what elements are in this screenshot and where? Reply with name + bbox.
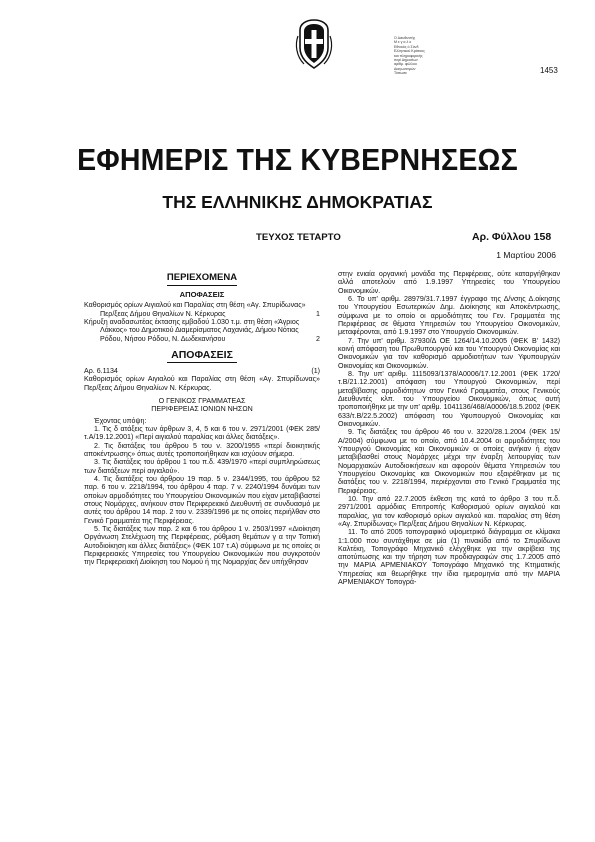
- issue-date: 1 Μαρτίου 2006: [496, 250, 556, 260]
- paragraph: 11. Το από 2005 τοπογραφικό υψομετρικό διάγραμμα σε κλίμακα 1:1.000 που συντάχθηκε σε μία (1) πινακίδα από το Σπυρίδωνα Καλτέκη, Τοπογράφο Μηχανικό ελέγχθηκε για την ακρίβεια της αποτύπωσης και την τήρηση των προδιαγραφών στις 1.7.2005 από την ΜΑΡΙΑ ΑΡΜΕΝΙΑΚΟΥ Τοπογράφο Μηχανικό της Κτηματικής Υπηρεσίας και θεωρήθηκε την ίδια ημερομηνία από την ΜΑΡΙΑ ΑΡΜΕΝΙΑΚΟΥ Τοπογρά-: [338, 528, 560, 587]
- decision-index: (1): [311, 366, 320, 375]
- authority-line-1: Ο ΓΕΝΙΚΟΣ ΓΡΑΜΜΑΤΕΑΣ: [158, 396, 246, 405]
- gazette-title: ΕΦΗΜΕΡΙΣ ΤΗΣ ΚΥΒΕΡΝΗΣΕΩΣ: [77, 142, 518, 177]
- paragraph: 2. Τις διατάξεις του άρθρου 5 του ν. 3200/1955 «περί διοικητικής αποκέντρωσης» όπως αυτές τροποποιήθηκαν και ισχύουν σήμερα.: [84, 441, 320, 458]
- decision-reference: [84, 367, 320, 375]
- page-number: 1453: [540, 66, 558, 75]
- paragraph: 6. Το υπ' αριθμ. 28979/31.7.1997 έγγραφο της Δ/νσης Δ.οίκησης του Υπουργείου Εσωτερικών Δημ. Διοίκησης και Αποκέντρωσης, σύμφωνα με το οποίο οι αρμοδιότητες του Γεν. Γραμματέα της Περιφέρειας σε θέματα Υπηρεσιών του Υπουργείου Οικονομικών, μεταφέρονται, από 1.9.1997 στο Υπουργείο Οικονομικών.: [338, 294, 560, 337]
- sheet-number: Αρ. Φύλλου 158: [472, 231, 552, 243]
- registry-stamp: Ο Διευθυντής Μ ε γ α λ ο Εθνικός ό Σύνδ Ελληνικού Κράτους και πληροφορικής περί Δημοσίων αρίθμ. φύλλου Διαγωνισμών Τύπωσε: [394, 36, 425, 76]
- paragraph: 3. Τις διατάξεις του άρθρου 1 του π.δ. 439/1970 «περί συμπληρώσεως των διατάξεων περί αιγιαλού».: [84, 458, 320, 475]
- paragraph: 9. Τις διατάξεις του άρθρου 46 του ν. 3220/28.1.2004 (ΦΕΚ 15/Α/2004) σύμφωνα με το οποίο, από 10.4.2004 οι αρμοδιότητες του Υπουργού Οικονομίας και Οικονομικών οι οποίες ανήκαν ή είχαν μεταβιβασθεί στους Νομάρχες μέχρι την έναρξη λειτουργίας των Νομαρχιακών Αυτοδιοικήσεων και αφορούν θέματα Υπηρεσιών του Υπουργείου Οικονομίας και Οικονομικών που εξαιρέθηκαν με τις διατάξεις του ν. 2218/1994, περιέρχονται στο Γενικό Γραμματέα της Περιφέρειας.: [338, 428, 560, 495]
- paragraph: 8. Την υπ' αριθμ. 1115093/1378/Α0006/17.12.2001 (ΦΕΚ 1720/τ.Β/21.12.2001) απόφαση του Υπουργού Οικονομικών, περί μεταβίβασης αρμοδιότητων στον Γενικό Γραμματέα, στους Γενικούς Διευθυντές κλπ. του Υπουργείου Οικονομικών, όπως αυτή τροποποιήθηκε με την υπ' αριθμ. 1041136/468/Α0006/18.5.2002 (ΦΕΚ 633/τ.Β/22.5.2002) απόφαση του Υφυπουργού Οικονομίας και Οικονομικών.: [338, 369, 560, 428]
- intro-text: Έχοντας υπόψη:: [94, 416, 147, 425]
- paragraph: 7. Την υπ' αριθμ. 37930/Δ ΟΕ 1264/14.10.2005 (ΦΕΚ Β' 1432) κοινή απόφαση του Πρωθυπουργού και του Υπουργού Οικονομίας και Οικονομικών για τον καθορισμό αρμοδιοτήτων των Υφυπουργών Οικονομίας και Οικονομικών.: [338, 336, 560, 370]
- decisions-subheading: ΑΠΟΦΑΣΕΙΣ: [179, 290, 225, 299]
- paragraph: 5. Τις διατάξεις των παρ. 2 και 6 του άρθρου 1 ν. 2503/1997 «Διοίκηση Οργάνωση Στελέχωση της Περιφέρειας, ρύθμιση θεμάτων γ α την Τοπική Αυτοδιοίκηση και άλλες διατάξεις» (ΦΕΚ 107 τ.Α) σύμφωνα με τις οποίες οι Περιφερειακές Υπηρεσίες του Υπουργείου Οικονομικών που συγκροτούν την Περιφερειακή Διοίκηση του Νομού ή της Νομαρχίας δεν υπήχθησαν: [84, 524, 320, 567]
- toc-entry: [84, 301, 320, 318]
- divider: [167, 362, 237, 363]
- right-column: [338, 270, 560, 586]
- contents-heading: ΠΕΡΙΕΧΟΜΕΝΑ: [166, 272, 238, 283]
- left-column: [84, 270, 320, 567]
- authority-line-2: ΠΕΡΙΦΕΡΕΙΑΣ ΙΟΝΙΩΝ ΝΗΣΩΝ: [151, 405, 253, 414]
- paragraph: 1. Τις δ ατάξεις των άρθρων 3, 4, 5 και 6 του ν. 2971/2001 (ΦΕΚ 285/τ.Α/19.12.2001) «Περί αιγιαλού παραλίας και άλλες διατάξεις».: [84, 424, 320, 442]
- toc-entry-text: Κήρυξη αναδασωτέας έκτασης εμβαδού 1.030 τ.μ. στη θέση «Άγριος Λάκκος» του Δημοτικού Διαμερίσματος Λαχανιάς, Δήμου Νότιας Ρόδου, Νήσου Ρόδου, Ν. Δωδεκανήσου: [84, 317, 300, 343]
- toc-entry-text: Καθορισμός ορίων Αιγιαλού και Παραλίας στη θέση «Αγ. Σπυρίδωνας» Περ/ξεας Δήμου Θηναλίων Ν. Κέρκυρας: [84, 301, 306, 318]
- divider: [167, 285, 237, 286]
- decisions-heading: ΑΠΟΦΑΣΕΙΣ: [171, 348, 233, 361]
- gazette-subtitle: ΤΗΣ ΕΛΛΗΝΙΚΗΣ ΔΗΜΟΚΡΑΤΙΑΣ: [162, 192, 433, 212]
- toc-entry: [84, 318, 320, 343]
- toc-entry-page: 1: [316, 309, 320, 318]
- paragraph: 10. Την από 22.7.2005 έκθεση της κατά το άρθρο 3 του π.δ. 2971/2001 αρμόδιας Επιτροπής Καθορισμού ορίων αιγιαλού και παραλίας, για τον καθορισμό ορίων αιγιαλού και. παραλίας στη θέση «Αγ. Σπυρίδωνας» Περ/ξεας Δήμου Θηναλίων Ν. Κέρκυρας.: [338, 494, 560, 528]
- decision-subject: Καθορισμός ορίων Αιγιαλού και Παραλίας στη θέση «Αγ. Σπυρίδωνας» Περ/ξεας Δήμου Θηναλίων Ν. Κέρκυρας.: [84, 375, 320, 392]
- decision-number: Αρ. 6.1134: [84, 366, 118, 375]
- toc-entry-page: 2: [316, 334, 320, 343]
- greek-coat-of-arms-icon: [294, 18, 334, 70]
- issue-label: ΤΕΥΧΟΣ ΤΕΤΑΡΤΟ: [256, 232, 341, 243]
- paragraph: στην ενιαία οργανική μονάδα της Περιφέρειας, ούτε καταργήθηκαν αλλά αποτελούν από 1.9.1997 Υπηρεσίες του Υπουργείου Οικονομικών.: [338, 270, 560, 295]
- paragraph: 4. Τις διατάξεις του άρθρου 19 παρ. 5 ν. 2344/1995, του άρθρου 52 παρ. 6 του ν. 2218/1994, του άρθρου 4 παρ. 7 ν. 2240/1994 δυνάμει των οποίων αρμοδιότητες του Υπουργείου Οικονομικών που είχαν μεταβιβαστεί στους Νομάρχες, ανήκουν στον Περιφερειακό Διευθυντή σε συνδυασμό με αυτές του άρθρου 14 παρ. 2 του ν. 2339/1996 με τις οποίες περιήλθαν στο Γενικό Γραμματέα της Περιφέρειας.: [84, 474, 320, 525]
